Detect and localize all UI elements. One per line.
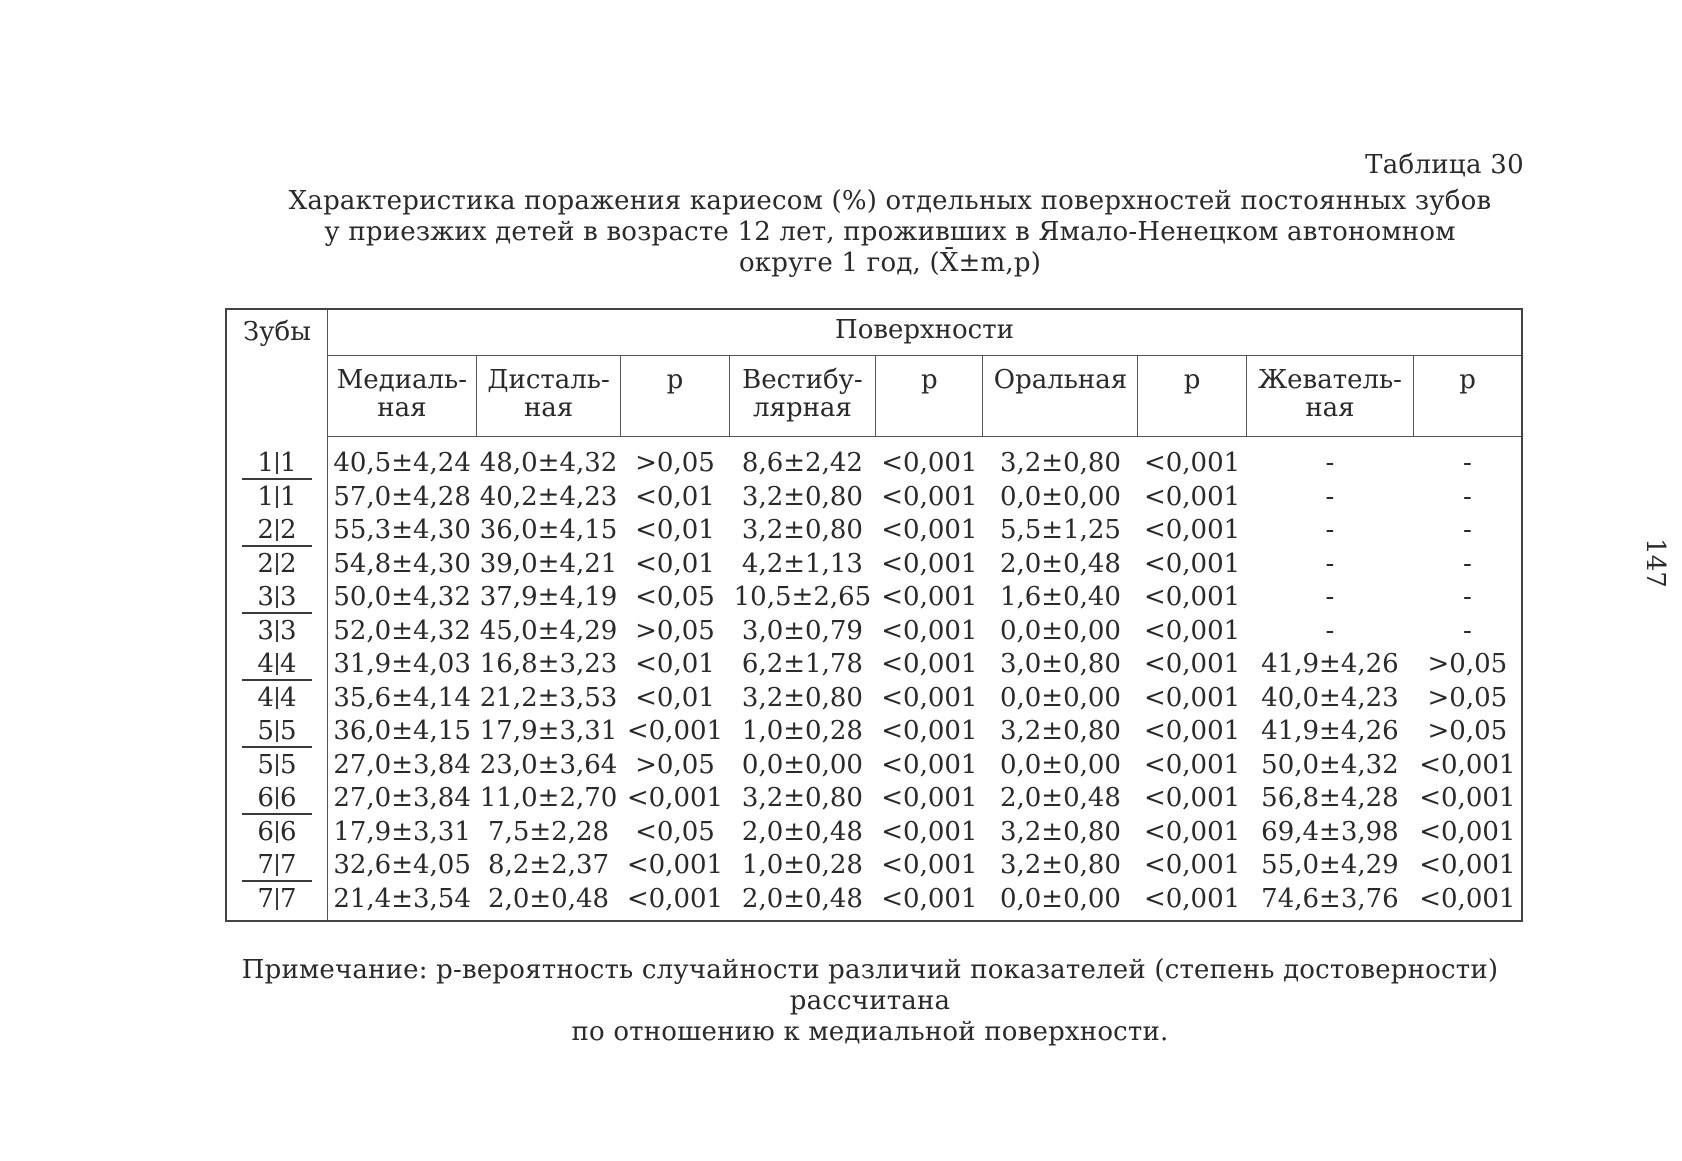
table-cell: 2,0±0,48 [488,883,610,914]
column-header [729,356,876,437]
upper-jaw-tooth-formula [246,516,308,544]
tooth-right-number: 4 [279,649,297,679]
table-cell: <0,05 [635,582,715,612]
note-line: по отношению к медиальной поверхности. [571,1017,1169,1047]
midline-divider [276,888,278,910]
tooth-right-number: 1 [279,481,297,512]
table-cell: >0,05 [1427,682,1508,713]
table-cell: 5,5±1,25 [999,515,1121,545]
table-cell: 55,0±4,29 [1261,850,1399,880]
page-number: 147 [1639,538,1670,588]
table-cell: 36,0±4,15 [479,515,618,545]
column-header-line: ная [1305,393,1355,423]
table-row [226,682,1522,716]
tooth-cell [226,648,327,682]
table-cell: >0,05 [635,749,715,780]
table-row [226,749,1522,783]
table-cell: <0,001 [881,481,978,512]
table-cell: <0,001 [1143,749,1241,780]
tooth-left-number: 2 [257,548,274,579]
column-header [1138,356,1246,437]
table-cell: <0,001 [1143,615,1241,646]
tooth-cell [226,682,327,716]
midline-divider [276,687,278,709]
table-cell: <0,001 [1143,783,1241,813]
midline-divider [276,854,278,876]
table-cell: 27,0±3,84 [333,749,471,780]
table-cell: 40,5±4,24 [333,448,471,478]
midline-divider [276,720,278,742]
table-cell: 35,6±4,14 [333,682,471,713]
table-cell: <0,001 [881,716,978,746]
column-header-line: Жеватель- [1257,365,1402,395]
table-cell: 0,0±0,00 [999,682,1121,713]
caries-table [225,308,1523,922]
midline-divider [276,620,278,642]
table-cell: 40,0±4,23 [1261,682,1399,713]
tooth-cell [226,816,327,850]
tooth-cell [226,481,327,515]
table-cell: <0,001 [881,816,978,847]
table-cell: 3,2±0,80 [999,716,1121,746]
table-cell: 50,0±4,32 [1261,749,1399,780]
upper-jaw-tooth-formula [246,583,308,611]
lower-jaw-tooth-formula [246,617,308,645]
table-cell: 3,2±0,80 [999,448,1121,478]
upper-jaw-tooth-formula [246,851,308,879]
column-header [983,356,1138,437]
column-header [1414,356,1522,437]
table-cell: <0,001 [881,749,978,780]
table-note [200,955,1540,1048]
table-cell: 3,2±0,80 [741,682,863,713]
table-cell: - [1325,448,1335,478]
table-cell: <0,001 [1419,749,1516,780]
tooth-left-number: 1 [257,447,274,478]
table-cell: 55,3±4,30 [333,515,471,545]
table-cell: <0,001 [626,883,724,914]
table-cell: 2,0±0,48 [999,783,1121,813]
midline-divider [276,486,278,508]
midline-divider [276,586,278,608]
table-cell: >0,05 [635,615,715,646]
table-row [226,615,1522,649]
tooth-right-number: 3 [279,615,297,646]
table-cell: <0,001 [1143,716,1241,746]
tooth-right-number: 2 [279,515,297,545]
tooth-left-number: 6 [257,816,274,847]
table-cell: 21,2±3,53 [479,682,618,713]
tooth-right-number: 7 [279,850,297,880]
table-cell: <0,001 [881,850,978,880]
table-cell: 17,9±3,31 [333,816,471,847]
column-header [876,356,983,437]
table-cell: 36,0±4,15 [333,716,471,746]
upper-jaw-tooth-formula [246,650,308,678]
table-cell: 23,0±3,64 [479,749,618,780]
table-cell: 3,2±0,80 [741,783,863,813]
tooth-right-number: 6 [279,783,297,813]
tooth-left-number: 5 [257,749,274,780]
table-row [226,437,1522,481]
upper-jaw-tooth-formula [246,717,308,745]
table-cell: - [1462,582,1472,612]
table-cell: 57,0±4,28 [333,481,471,512]
upper-jaw-tooth-formula [246,449,308,477]
table-cell: 8,2±2,37 [488,850,610,880]
table-cell: 1,0±0,28 [741,716,863,746]
table-cell: 21,4±3,54 [333,883,471,914]
column-header-line: p [921,365,938,395]
table-cell: 16,8±3,23 [479,649,618,679]
table-cell: 40,2±4,23 [479,481,618,512]
table-cell: 0,0±0,00 [741,749,863,780]
table-cell: <0,001 [881,582,978,612]
table-row [226,648,1522,682]
table-cell: 56,8±4,28 [1261,783,1399,813]
teeth-header: Зубы [243,317,311,347]
table-row [226,883,1522,922]
table-row [226,782,1522,816]
table-row [226,481,1522,515]
tooth-right-number: 3 [279,582,297,612]
table-cell: 32,6±4,05 [333,850,471,880]
tooth-right-number: 5 [279,749,297,780]
table-cell: 69,4±3,98 [1261,816,1399,847]
table-cell: <0,01 [635,682,715,713]
table-cell: 1,6±0,40 [999,582,1121,612]
table-cell: 8,6±2,42 [741,448,863,478]
table-cell: <0,001 [626,783,724,813]
table-cell: - [1462,448,1472,478]
tooth-cell [226,581,327,615]
table-cell: 6,2±1,78 [741,649,863,679]
table-row [226,514,1522,548]
caption-line: округе 1 год, (X̄±m,p) [738,248,1042,278]
table-cell: <0,01 [635,649,715,679]
table-cell: - [1462,481,1472,512]
table-cell: - [1462,515,1472,545]
table-cell: 1,0±0,28 [741,850,863,880]
table-cell: 10,5±2,65 [733,582,872,612]
table-cell: 11,0±2,70 [479,783,618,813]
table-cell: <0,001 [1419,816,1516,847]
table-cell: <0,001 [1419,883,1516,914]
column-header [327,356,476,437]
table-cell: >0,05 [1427,716,1508,746]
table-cell: <0,001 [1419,783,1516,813]
tooth-right-number: 2 [279,548,297,579]
table-cell: <0,001 [1143,448,1241,478]
lower-jaw-tooth-formula [246,885,308,913]
table-cell: <0,001 [626,850,724,880]
table-cell: 2,0±0,48 [741,816,863,847]
table-cell: 27,0±3,84 [333,783,471,813]
table-cell: <0,001 [881,649,978,679]
tooth-left-number: 3 [257,582,274,612]
midline-divider [276,452,278,474]
table-cell: 41,9±4,26 [1261,649,1399,679]
tooth-left-number: 4 [257,649,274,679]
upper-jaw-tooth-formula [246,784,308,812]
table-cell: 0,0±0,00 [999,749,1121,780]
table-cell: <0,001 [1143,582,1241,612]
column-header [1246,356,1414,437]
tooth-left-number: 7 [257,883,274,914]
midline-divider [276,519,278,541]
column-header-row [226,356,1522,437]
tooth-left-number: 3 [257,615,274,646]
column-header-line: ная [523,393,574,423]
tooth-right-number: 7 [279,883,297,914]
tooth-cell [226,548,327,582]
table-number: Таблица 30 [1365,150,1524,180]
table-cell: 52,0±4,32 [333,615,471,646]
table-cell: 45,0±4,29 [479,615,618,646]
table-cell: - [1325,582,1335,612]
column-header-line: p [1183,365,1201,395]
table-cell: <0,001 [1143,816,1241,847]
column-header-line: лярная [753,393,852,423]
tooth-cell [226,715,327,749]
tooth-right-number: 5 [279,716,297,746]
table-cell: 17,9±3,31 [479,716,618,746]
table-cell: 74,6±3,76 [1261,883,1399,914]
tooth-right-number: 4 [279,682,297,713]
table-cell: <0,001 [881,783,978,813]
column-header-line: Оральная [993,365,1128,395]
table-cell: 0,0±0,00 [999,481,1121,512]
column-header [476,356,621,437]
table-cell: - [1462,615,1472,646]
table-cell: 37,9±4,19 [479,582,618,612]
table-cell: - [1325,481,1335,512]
table-cell: 0,0±0,00 [999,615,1121,646]
table-cell: <0,001 [1143,883,1241,914]
table-cell: >0,05 [1427,649,1508,679]
midline-divider [276,653,278,675]
table-cell: 54,8±4,30 [333,548,471,579]
table-cell: <0,001 [1143,548,1241,579]
tooth-left-number: 7 [257,850,274,880]
column-header-line: ная [377,393,427,423]
table-row [226,816,1522,850]
tooth-cell [226,749,327,783]
midline-divider [276,553,278,575]
table-cell: <0,001 [881,883,978,914]
table-cell: <0,05 [635,816,715,847]
table-cell: <0,001 [1419,850,1516,880]
table-cell: <0,001 [881,682,978,713]
table-cell: <0,001 [1143,515,1241,545]
lower-jaw-tooth-formula [246,684,308,712]
column-header-line: Дисталь- [487,365,610,395]
table-cell: - [1325,615,1335,646]
table-cell: <0,01 [635,548,715,579]
tooth-cell [226,437,327,481]
table-body [226,437,1522,922]
tooth-cell [226,883,327,922]
table-row [226,548,1522,582]
table-cell: 0,0±0,00 [999,883,1121,914]
caption-line: Характеристика поражения кариесом (%) отдельных поверхностей постоянных зубов [288,186,1492,216]
table-cell: 50,0±4,32 [333,582,471,612]
tooth-cell [226,849,327,883]
tooth-cell [226,514,327,548]
table-row [226,715,1522,749]
table-cell: <0,001 [881,548,978,579]
tooth-left-number: 4 [257,682,274,713]
tooth-right-number: 6 [279,816,297,847]
tooth-cell [226,782,327,816]
table-cell: 41,9±4,26 [1261,716,1399,746]
caption-line: у приезжих детей в возрасте 12 лет, проживших в Ямало-Ненецком автономном [324,217,1456,247]
table-row [226,581,1522,615]
table-cell: 48,0±4,32 [479,448,618,478]
midline-divider [276,821,278,843]
table-row [226,849,1522,883]
table-cell: - [1325,515,1335,545]
table-cell: 39,0±4,21 [479,548,618,579]
table-cell: <0,001 [626,716,724,746]
lower-jaw-tooth-formula [246,550,308,578]
surfaces-header: Поверхности [327,309,1522,356]
column-header [621,356,729,437]
table-cell: 3,2±0,80 [741,481,863,512]
table-cell: <0,001 [881,615,978,646]
table-cell: <0,01 [635,481,715,512]
lower-jaw-tooth-formula [246,751,308,779]
table-cell: <0,001 [881,515,978,545]
table-cell: 3,2±0,80 [999,850,1121,880]
table-cell: - [1462,548,1472,579]
table-cell: 3,2±0,80 [741,515,863,545]
tooth-left-number: 1 [257,481,274,512]
lower-jaw-tooth-formula [246,483,308,511]
column-header-line: p [1459,365,1476,395]
table-cell: >0,05 [635,448,715,478]
table-cell: <0,01 [635,515,715,545]
table-cell: 3,2±0,80 [999,816,1121,847]
lower-jaw-tooth-formula [246,818,308,846]
tooth-left-number: 2 [257,515,274,545]
table-cell: - [1325,548,1335,579]
tooth-right-number: 1 [279,447,297,478]
midline-divider [276,754,278,776]
column-header-line: Вестибу- [742,365,863,395]
table-cell: 4,2±1,13 [741,548,863,579]
table-cell: <0,001 [881,448,978,478]
table-cell: 3,0±0,79 [741,615,863,646]
table-cell: 3,0±0,80 [999,649,1121,679]
tooth-left-number: 5 [257,716,274,746]
table-cell: 31,9±4,03 [333,649,471,679]
table-cell: 7,5±2,28 [488,816,610,847]
table-cell: <0,001 [1143,850,1241,880]
tooth-cell [226,615,327,649]
column-header-line: p [666,365,684,395]
tooth-left-number: 6 [257,783,274,813]
table-cell: <0,001 [1143,682,1241,713]
table-cell: <0,001 [1143,649,1241,679]
table-cell: <0,001 [1143,481,1241,512]
table-cell: 2,0±0,48 [741,883,863,914]
midline-divider [276,787,278,809]
column-header-line: Медиаль- [336,365,467,395]
table-cell: 2,0±0,48 [999,548,1121,579]
table-caption [250,186,1530,279]
note-line: Примечание: p-вероятность случайности различий показателей (степень достоверности) рассчитана [241,955,1499,1016]
